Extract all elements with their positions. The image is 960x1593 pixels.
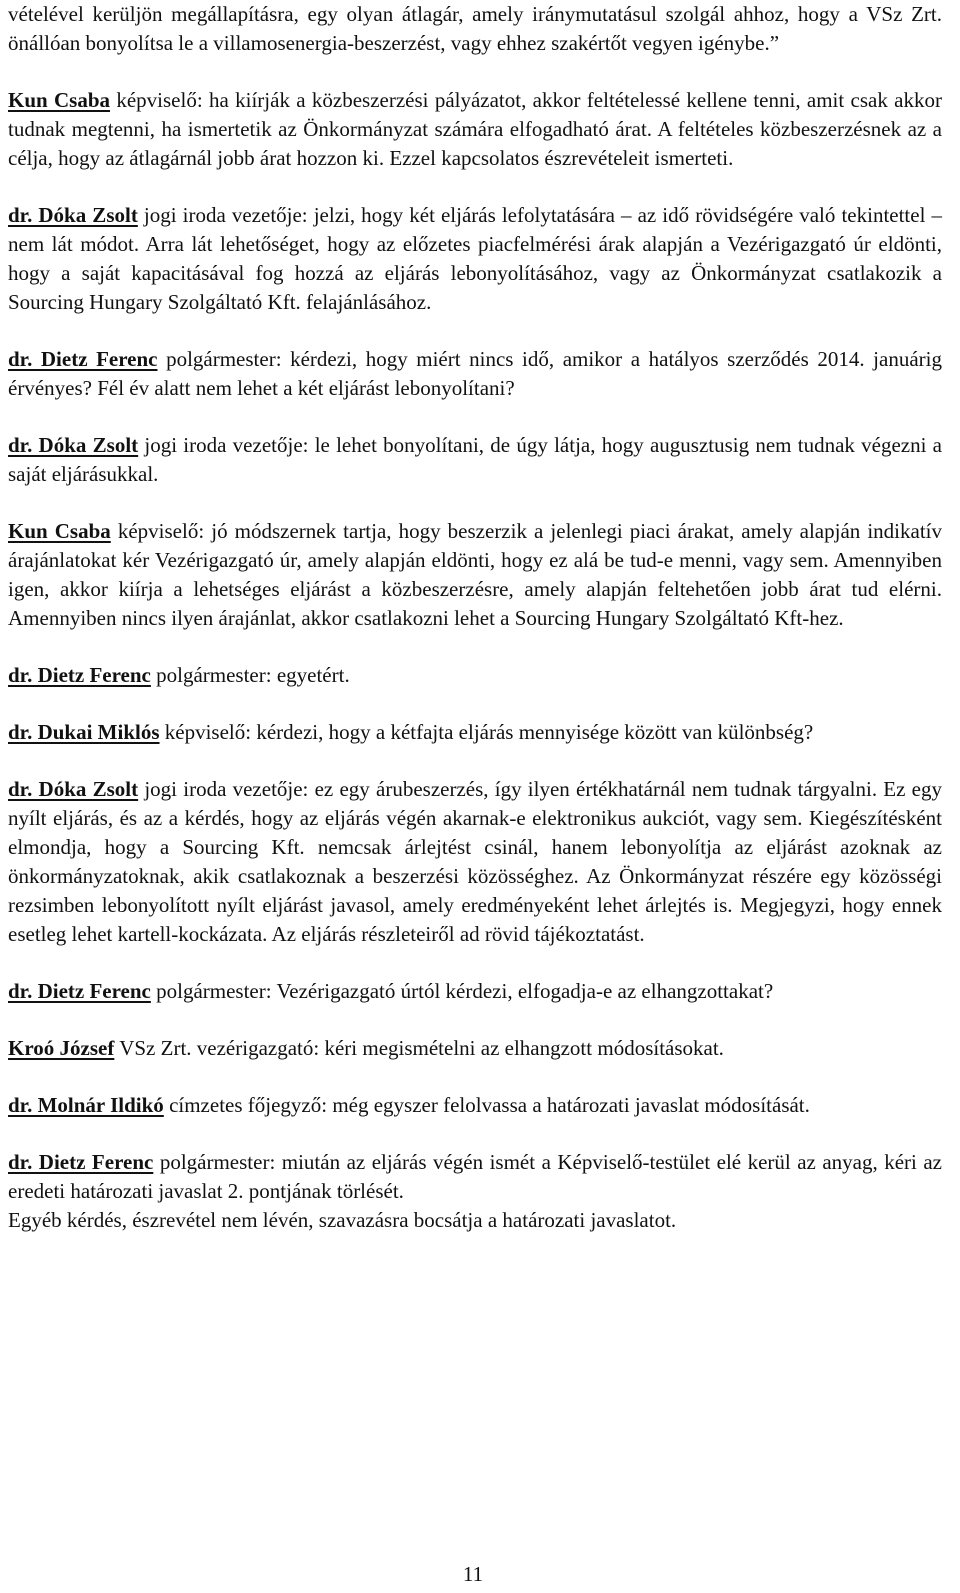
- speaker-name: dr. Dukai Miklós: [8, 720, 160, 744]
- paragraph-molnar-ildiko: [8, 1091, 942, 1120]
- paragraph-closing: [8, 1206, 942, 1235]
- paragraph-text: címzetes főjegyző: még egyszer felolvassa a határozati javaslat módosítását.: [163, 1093, 810, 1117]
- paragraph-kroo-jozsef: [8, 1034, 942, 1063]
- speaker-name: Kun Csaba: [8, 519, 111, 543]
- paragraph-continuation: [8, 0, 942, 58]
- page-number: 11: [462, 1562, 484, 1586]
- paragraph-dietz-ferenc-1: [8, 345, 942, 403]
- speaker-name: dr. Dóka Zsolt: [8, 777, 139, 801]
- speaker-name: dr. Dietz Ferenc: [8, 979, 151, 1003]
- paragraph-dietz-ferenc-3: [8, 977, 942, 1006]
- speaker-name: dr. Molnár Ildikó: [8, 1093, 164, 1117]
- paragraph-doka-zsolt-2: [8, 431, 942, 489]
- paragraph-doka-zsolt-1: [8, 201, 942, 317]
- speaker-name: dr. Dóka Zsolt: [8, 203, 138, 227]
- paragraph-text: jogi iroda vezetője: ez egy árubeszerzés, így ilyen értékhatárnál nem tudnak tárgyalni. Ez egy nyílt eljárás, és az a kérdés, hogy az eljárás végén akarnak-e elektronikus aukciót, vagy sem. Kiegészítésként elmondja, hogy a Sourcing Kft. nemcsak árlejtést csinál, hanem lebonyolítja az eljárást azoknak az önkormányzatoknak, akik csatlakoznak a beszerzési közösséghez. Az Önkormányzat részére egy közösségi rezsimben lebonyolított nyílt eljárást javasol, amely eredményeként lehet árlejtés is. Megjegyzi, hogy ennek esetleg lehet kartell-kockázata. Az eljárás részleteiről ad rövid tájékoztatást.: [8, 777, 942, 946]
- document-body: [8, 0, 942, 1235]
- paragraph-dukai-miklos: [8, 718, 942, 747]
- speaker-name: Kroó József: [8, 1036, 115, 1060]
- speaker-name: dr. Dietz Ferenc: [8, 1150, 154, 1174]
- paragraph-text: polgármester: Vezérigazgató úrtól kérdezi, elfogadja-e az elhangzottakat?: [150, 979, 774, 1003]
- paragraph-text: VSz Zrt. vezérigazgató: kéri megismételni az elhangzott módosításokat.: [114, 1036, 724, 1060]
- paragraph-kun-csaba-1: [8, 86, 942, 173]
- paragraph-text: vételével kerüljön megállapításra, egy olyan átlagár, amely iránymutatásul szolgál ahhoz, hogy a VSz Zrt. önállóan bonyolítsa le a villamosenergia-beszerzést, vagy ehhez szakértőt vegyen igénybe.”: [8, 2, 942, 55]
- speaker-name: Kun Csaba: [8, 88, 111, 112]
- paragraph-text: polgármester: egyetért.: [150, 663, 350, 687]
- paragraph-text: képviselő: ha kiírják a közbeszerzési pályázatot, akkor feltételessé kellene tenni, amit csak akkor tudnak megtenni, ha ismertetik az Önkormányzat számára elfogadható árat. A feltételes közbeszerzésnek az a célja, hogy az átlagárnál jobb árat hozzon ki. Ezzel kapcsolatos észrevételeit ismerteti.: [8, 88, 942, 170]
- speaker-name: dr. Dóka Zsolt: [8, 433, 139, 457]
- paragraph-dietz-ferenc-4: [8, 1148, 942, 1206]
- paragraph-text: polgármester: miután az eljárás végén ismét a Képviselő-testület elé kerül az anyag, kéri az eredeti határozati javaslat 2. pontjának törlését.: [8, 1150, 943, 1203]
- speaker-name: dr. Dietz Ferenc: [8, 663, 151, 687]
- paragraph-text: képviselő: jó módszernek tartja, hogy beszerzik a jelenlegi piaci árakat, amely alapján indikatív árajánlatokat kér Vezérigazgató úr, amely alapján eldönti, hogy ez alá be tud-e menni, vagy sem. Amennyiben igen, akkor kiírja a lehetséges eljárást a közbeszerzésre, amely alapján feltehetően jobb árat tud elérni. Amennyiben nincs ilyen árajánlat, akkor csatlakozni lehet a Sourcing Hungary Szolgáltató Kft-hez.: [8, 519, 942, 630]
- paragraph-text: jogi iroda vezetője: jelzi, hogy két eljárás lefolytatására – az idő rövidségére való tekintettel – nem lát módot. Arra lát lehetőséget, hogy az előzetes piacfelmérési árak alapján a Vezérigazgató úr eldönti, hogy a saját kapacitásával fog hozzá az eljárás lebonyolításához, vagy az Önkormányzat csatlakozik a Sourcing Hungary Szolgáltató Kft. felajánlásához.: [8, 203, 942, 314]
- paragraph-dietz-ferenc-2: [8, 661, 942, 690]
- paragraph-text: képviselő: kérdezi, hogy a kétfajta eljárás mennyisége között van különbség?: [159, 720, 814, 744]
- paragraph-text: jogi iroda vezetője: le lehet bonyolítani, de úgy látja, hogy augusztusig nem tudnak végezni a saját eljárásukkal.: [8, 433, 942, 486]
- speaker-name: dr. Dietz Ferenc: [8, 347, 158, 371]
- paragraph-doka-zsolt-3: [8, 775, 942, 949]
- paragraph-kun-csaba-2: [8, 517, 942, 633]
- paragraph-text: polgármester: kérdezi, hogy miért nincs idő, amikor a hatályos szerződés 2014. januárig érvényes? Fél év alatt nem lehet a két eljárást lebonyolítani?: [8, 347, 942, 400]
- paragraph-text: Egyéb kérdés, észrevétel nem lévén, szavazásra bocsátja a határozati javaslatot.: [8, 1208, 677, 1232]
